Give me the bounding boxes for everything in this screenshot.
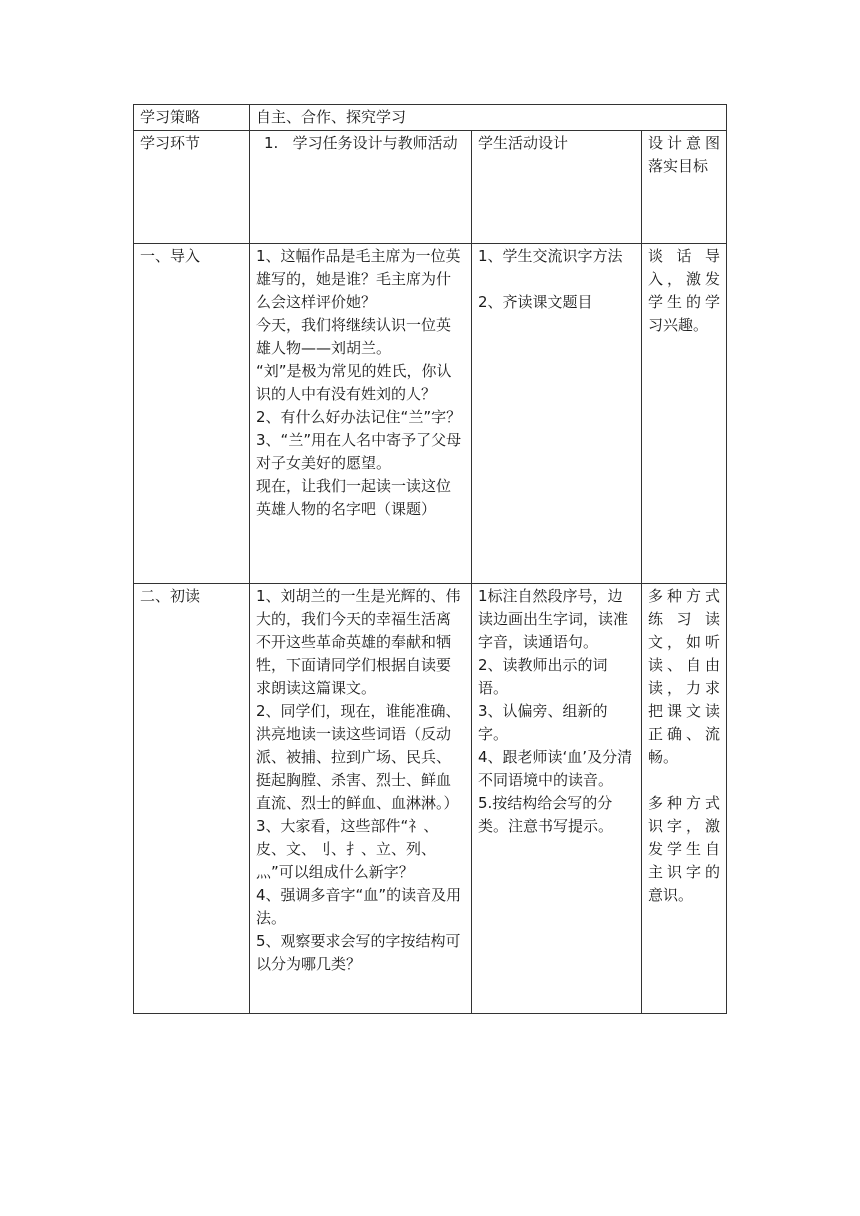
reading-intent-item: 多种方式练习读文，如听读、自由读，力求把课文读正确、流畅。 — [648, 587, 721, 766]
header-task — [250, 131, 472, 244]
intro-stage: 一、导入 — [134, 244, 250, 584]
reading-stage: 二、初读 — [134, 584, 250, 1014]
strategy-label: 学习策略 — [134, 105, 250, 131]
intro-teacher-activity — [250, 244, 472, 584]
reading-student-item: 5.按结构给会写的分类。注意书写提示。 — [478, 794, 614, 835]
strategy-row — [134, 105, 727, 131]
intro-row — [134, 244, 727, 584]
reading-student-item: 3、认偏旁、组新的字。 — [478, 702, 608, 743]
intro-intent — [642, 244, 727, 584]
reading-intent — [642, 584, 727, 1014]
intro-student-activity — [472, 244, 642, 584]
header-row — [134, 131, 727, 244]
intro-teacher-item: 1、这幅作品是毛主席为一位英雄写的，她是谁？毛主席为什么会这样评价她？ — [256, 247, 461, 311]
reading-teacher-item: 5、观察要求会写的字按结构可以分为哪几类？ — [256, 932, 461, 973]
reading-intent-item: 多种方式识字，激发学生自主识字的意识。 — [648, 794, 721, 904]
reading-teacher-activity — [250, 584, 472, 1014]
reading-student-item: 1标注自然段序号，边读边画出生字词，读准字音，读通语句。 — [478, 587, 629, 651]
reading-student-activity — [472, 584, 642, 1014]
header-task-text: 学习任务设计与教师活动 — [292, 134, 458, 152]
intro-teacher-item: 今天，我们将继续认识一位英雄人物——刘胡兰。 — [256, 316, 452, 357]
reading-teacher-item: 4、强调多音字“血”的读音及用法。 — [256, 886, 462, 927]
intro-teacher-item: 3、“兰”用在人名中寄予了父母对子女美好的愿望。 — [256, 431, 462, 472]
strategy-value: 自主、合作、探究学习 — [250, 105, 727, 131]
reading-row — [134, 584, 727, 1014]
intro-student-item: 1、学生交流识字方法 — [478, 247, 623, 265]
intro-intent-item: 谈话导入，激发学生的学习兴趣。 — [648, 247, 721, 334]
header-intent-line-2: 落实目标 — [648, 157, 709, 175]
reading-teacher-item: 1、刘胡兰的一生是光辉的、伟大的，我们今天的幸福生活离不开这些革命英雄的奉献和牺牲，下面请同学们根据自读要求朗读这篇课文。 — [256, 587, 461, 697]
header-intent — [642, 131, 727, 244]
intro-teacher-item: 2、有什么好办法记住“兰”字？ — [256, 408, 462, 426]
reading-student-item: 4、跟老师读‘血’及分清不同语境中的读音。 — [478, 748, 633, 789]
header-task-number: 1. — [264, 134, 279, 152]
header-stage: 学习环节 — [134, 131, 250, 244]
reading-teacher-item: 2、同学们，现在，谁能准确、洪亮地读一读这些词语（反动派、被捕、拉到广场、民兵、挺起胸膛、杀害、烈士、鲜血直流、烈士的鲜血、血淋淋。） — [256, 702, 461, 812]
reading-student-item: 2、读教师出示的词语。 — [478, 656, 608, 697]
reading-teacher-item: 3、大家看，这些部件“礻、皮、文、刂、扌、立、列、灬”可以组成什么新字？ — [256, 817, 439, 881]
intro-teacher-item: “刘”是极为常见的姓氏，你认识的人中有没有姓刘的人？ — [256, 362, 452, 403]
intro-student-item: 2、齐读课文题目 — [478, 293, 593, 311]
lesson-plan-table — [133, 104, 727, 1014]
header-intent-line-1: 设计意图 — [648, 134, 721, 152]
intro-teacher-item: 现在，让我们一起读一读这位英雄人物的名字吧（课题） — [256, 477, 452, 518]
header-student: 学生活动设计 — [472, 131, 642, 244]
